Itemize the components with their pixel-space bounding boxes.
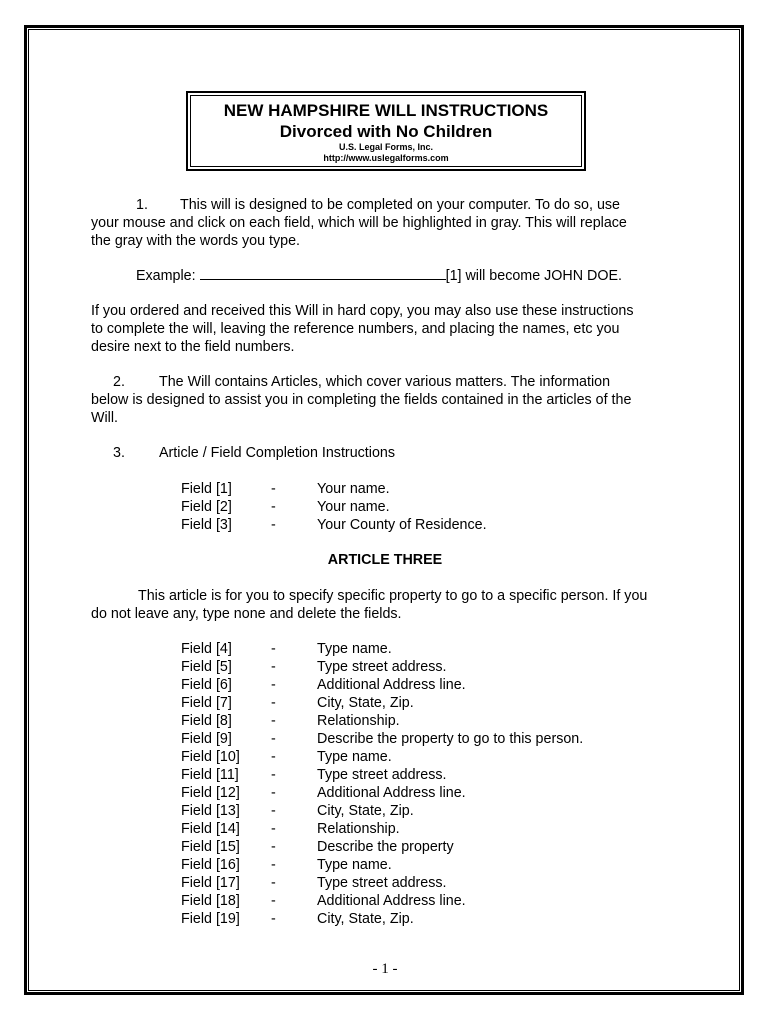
field-label: Field [3] bbox=[181, 517, 232, 533]
example-suffix: [1] will become JOHN DOE. bbox=[445, 268, 622, 284]
field-description: Your County of Residence. bbox=[317, 517, 487, 533]
field-label: Field [12] bbox=[181, 785, 240, 801]
field-description: Type street address. bbox=[317, 659, 447, 675]
document-title: NEW HAMPSHIRE WILL INSTRUCTIONS bbox=[223, 101, 549, 120]
field-description: Type name. bbox=[317, 857, 392, 873]
field-description: Your name. bbox=[317, 481, 390, 497]
field-description: Additional Address line. bbox=[317, 785, 466, 801]
field-dash: - bbox=[271, 857, 276, 873]
field-description: Describe the property to go to this person. bbox=[317, 731, 584, 747]
article-three-line-2: do not leave any, type none and delete the fields. bbox=[91, 606, 402, 622]
article-three-line-1: This article is for you to specify specific property to go to a specific person. If you bbox=[138, 588, 648, 604]
field-description: Your name. bbox=[317, 499, 390, 515]
field-dash: - bbox=[271, 481, 276, 497]
field-dash: - bbox=[271, 839, 276, 855]
field-label: Field [2] bbox=[181, 499, 232, 515]
field-label: Field [11] bbox=[181, 767, 239, 783]
article-three-paragraph bbox=[91, 587, 691, 623]
hardcopy-line-2: to complete the will, leaving the reference numbers, and placing the names, etc you bbox=[91, 321, 620, 337]
field-description: Type name. bbox=[317, 749, 392, 765]
field-dash: - bbox=[271, 517, 276, 533]
company-name: U.S. Legal Forms, Inc. bbox=[338, 142, 434, 152]
document-subtitle: Divorced with No Children bbox=[279, 122, 493, 141]
page-number: - 1 - bbox=[372, 961, 398, 977]
field-description: City, State, Zip. bbox=[317, 695, 414, 711]
field-description: Relationship. bbox=[317, 821, 400, 837]
field-description: Describe the property bbox=[317, 839, 454, 855]
section-1-number: 1. bbox=[136, 197, 148, 213]
field-description: Type street address. bbox=[317, 767, 447, 783]
example-label: Example: bbox=[136, 268, 196, 284]
field-label: Field [9] bbox=[181, 731, 232, 747]
field-description: City, State, Zip. bbox=[317, 803, 414, 819]
field-label: Field [15] bbox=[181, 839, 240, 855]
field-label: Field [14] bbox=[181, 821, 240, 837]
section-2-line-3: Will. bbox=[91, 410, 118, 426]
hardcopy-line-1: If you ordered and received this Will in hard copy, you may also use these instructions bbox=[91, 303, 634, 319]
field-label: Field [5] bbox=[181, 659, 232, 675]
field-dash: - bbox=[271, 911, 276, 927]
field-dash: - bbox=[271, 731, 276, 747]
field-dash: - bbox=[271, 713, 276, 729]
field-label: Field [1] bbox=[181, 481, 232, 497]
field-label: Field [18] bbox=[181, 893, 240, 909]
field-dash: - bbox=[271, 785, 276, 801]
field-label: Field [7] bbox=[181, 695, 232, 711]
field-dash: - bbox=[271, 677, 276, 693]
section-2-line-2: below is designed to assist you in completing the fields contained in the articles of the bbox=[91, 392, 632, 408]
section-1-line-3: the gray with the words you type. bbox=[91, 233, 301, 249]
field-description: Type name. bbox=[317, 641, 392, 657]
example-blank bbox=[200, 266, 446, 280]
section-1-paragraph bbox=[91, 196, 691, 250]
field-dash: - bbox=[271, 695, 276, 711]
field-label: Field [4] bbox=[181, 641, 232, 657]
field-dash: - bbox=[271, 767, 276, 783]
field-dash: - bbox=[271, 875, 276, 891]
example-line bbox=[136, 266, 622, 285]
title-box bbox=[190, 95, 582, 167]
field-dash: - bbox=[271, 893, 276, 909]
hardcopy-paragraph bbox=[91, 302, 691, 356]
company-url: http://www.uslegalforms.com bbox=[323, 153, 449, 163]
field-dash: - bbox=[271, 659, 276, 675]
field-description: Type street address. bbox=[317, 875, 447, 891]
field-description: Additional Address line. bbox=[317, 677, 466, 693]
field-label: Field [13] bbox=[181, 803, 240, 819]
section-3-heading: Article / Field Completion Instructions bbox=[159, 445, 395, 461]
section-1-line-2: your mouse and click on each field, which will be highlighted in gray. This will replace bbox=[91, 215, 627, 231]
section-2-paragraph bbox=[91, 373, 691, 427]
section-2-number: 2. bbox=[113, 374, 125, 390]
field-dash: - bbox=[271, 499, 276, 515]
section-3-number: 3. bbox=[113, 445, 125, 461]
field-label: Field [8] bbox=[181, 713, 232, 729]
field-description: Additional Address line. bbox=[317, 893, 466, 909]
section-1-line-1: This will is designed to be completed on your computer. To do so, use bbox=[180, 197, 621, 213]
article-three-heading: ARTICLE THREE bbox=[327, 552, 443, 568]
field-dash: - bbox=[271, 803, 276, 819]
field-dash: - bbox=[271, 641, 276, 657]
field-label: Field [17] bbox=[181, 875, 240, 891]
field-description: Relationship. bbox=[317, 713, 400, 729]
section-2-line-1: The Will contains Articles, which cover various matters. The information bbox=[159, 374, 611, 390]
field-label: Field [19] bbox=[181, 911, 240, 927]
field-label: Field [6] bbox=[181, 677, 232, 693]
field-dash: - bbox=[271, 821, 276, 837]
field-dash: - bbox=[271, 749, 276, 765]
hardcopy-line-3: desire next to the field numbers. bbox=[91, 339, 295, 355]
field-label: Field [10] bbox=[181, 749, 240, 765]
field-description: City, State, Zip. bbox=[317, 911, 414, 927]
field-label: Field [16] bbox=[181, 857, 240, 873]
